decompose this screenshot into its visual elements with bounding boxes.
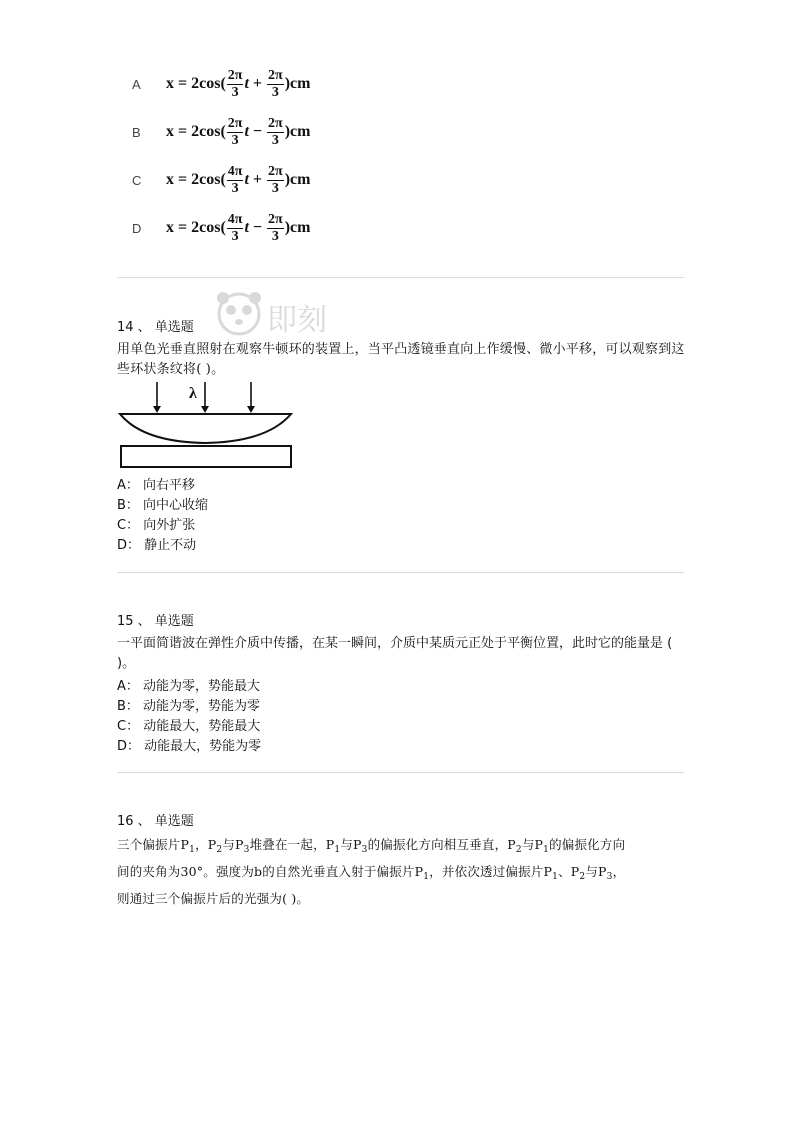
q13-option-c[interactable] xyxy=(132,160,310,200)
q16-line-3: 则通过三个偏振片后的光强为( )。 xyxy=(117,891,310,906)
section-divider xyxy=(117,277,684,278)
formula: x = 2cos( $\frac{4\pi}{3}$ t − $\frac{2\pi}{3}$ )cm xyxy=(166,211,311,244)
q13-option-b[interactable] xyxy=(132,112,310,152)
section-divider xyxy=(117,772,684,773)
section-divider xyxy=(117,572,684,573)
q15-question-text: 一平面简谐波在弹性介质中传播，在某一瞬间，介质中某质元正处于平衡位置，此时它的能量是 ( )。 xyxy=(117,636,673,671)
q14-header: 14 、 单选题 xyxy=(117,320,194,335)
panda-watermark-icon xyxy=(215,290,365,340)
q14-question-text: 用单色光垂直照射在观察牛顿环的装置上，当平凸透镜垂直向上作缓慢、微小平移，可以观察到这些环状条纹将( )。 xyxy=(117,342,685,377)
q15-header: 15 、 单选题 xyxy=(117,614,194,629)
q16-line-1: 三个偏振片$P_1$，$P_2$与$P_3$堆叠在一起，$P_1$与$P_3$的偏振化方向相互垂直，$P_2$与$P_1$的偏振化方向 xyxy=(117,837,626,855)
svg-text:即刻: 即刻 xyxy=(267,303,327,338)
q16-header: 16 、 单选题 xyxy=(117,814,194,829)
option-letter: C xyxy=(132,172,142,188)
q16-line-2: 间的夹角为30°。强度为b的自然光垂直入射于偏振片$P_1$，并依次透过偏振片$P_1$、$P_2$与$P_3$， xyxy=(117,864,626,882)
q15-option-d[interactable]: D： 动能最大，势能为零 xyxy=(117,739,262,754)
svg-text:λ: λ xyxy=(189,385,197,402)
q14-option-d[interactable]: D： 静止不动 xyxy=(117,538,197,553)
q15-option-c[interactable]: C： 动能最大，势能最大 xyxy=(117,719,261,734)
formula: x = 2cos( $\frac{2\pi}{3}$ t + $\frac{2\pi}{3}$ )cm xyxy=(166,67,311,100)
option-letter: A xyxy=(132,76,141,92)
formula: x = 2cos( $\frac{4\pi}{3}$ t + $\frac{2\pi}{3}$ )cm xyxy=(166,163,311,196)
q14-option-a[interactable]: A： 向右平移 xyxy=(117,478,196,493)
q13-option-a[interactable] xyxy=(132,64,310,104)
q15-option-b[interactable]: B： 动能为零，势能为零 xyxy=(117,699,261,714)
q15-option-a[interactable]: A： 动能为零，势能最大 xyxy=(117,679,261,694)
formula: x = 2cos( $\frac{2\pi}{3}$ t − $\frac{2\pi}{3}$ )cm xyxy=(166,115,311,148)
option-letter: B xyxy=(132,124,141,140)
q14-option-b[interactable]: B： 向中心收缩 xyxy=(117,498,209,513)
q16-question-text xyxy=(117,834,687,910)
q14-option-c[interactable]: C： 向外扩张 xyxy=(117,518,196,533)
option-letter: D xyxy=(132,220,142,236)
q13-option-d[interactable] xyxy=(132,208,310,248)
newton-rings-diagram xyxy=(117,380,297,474)
